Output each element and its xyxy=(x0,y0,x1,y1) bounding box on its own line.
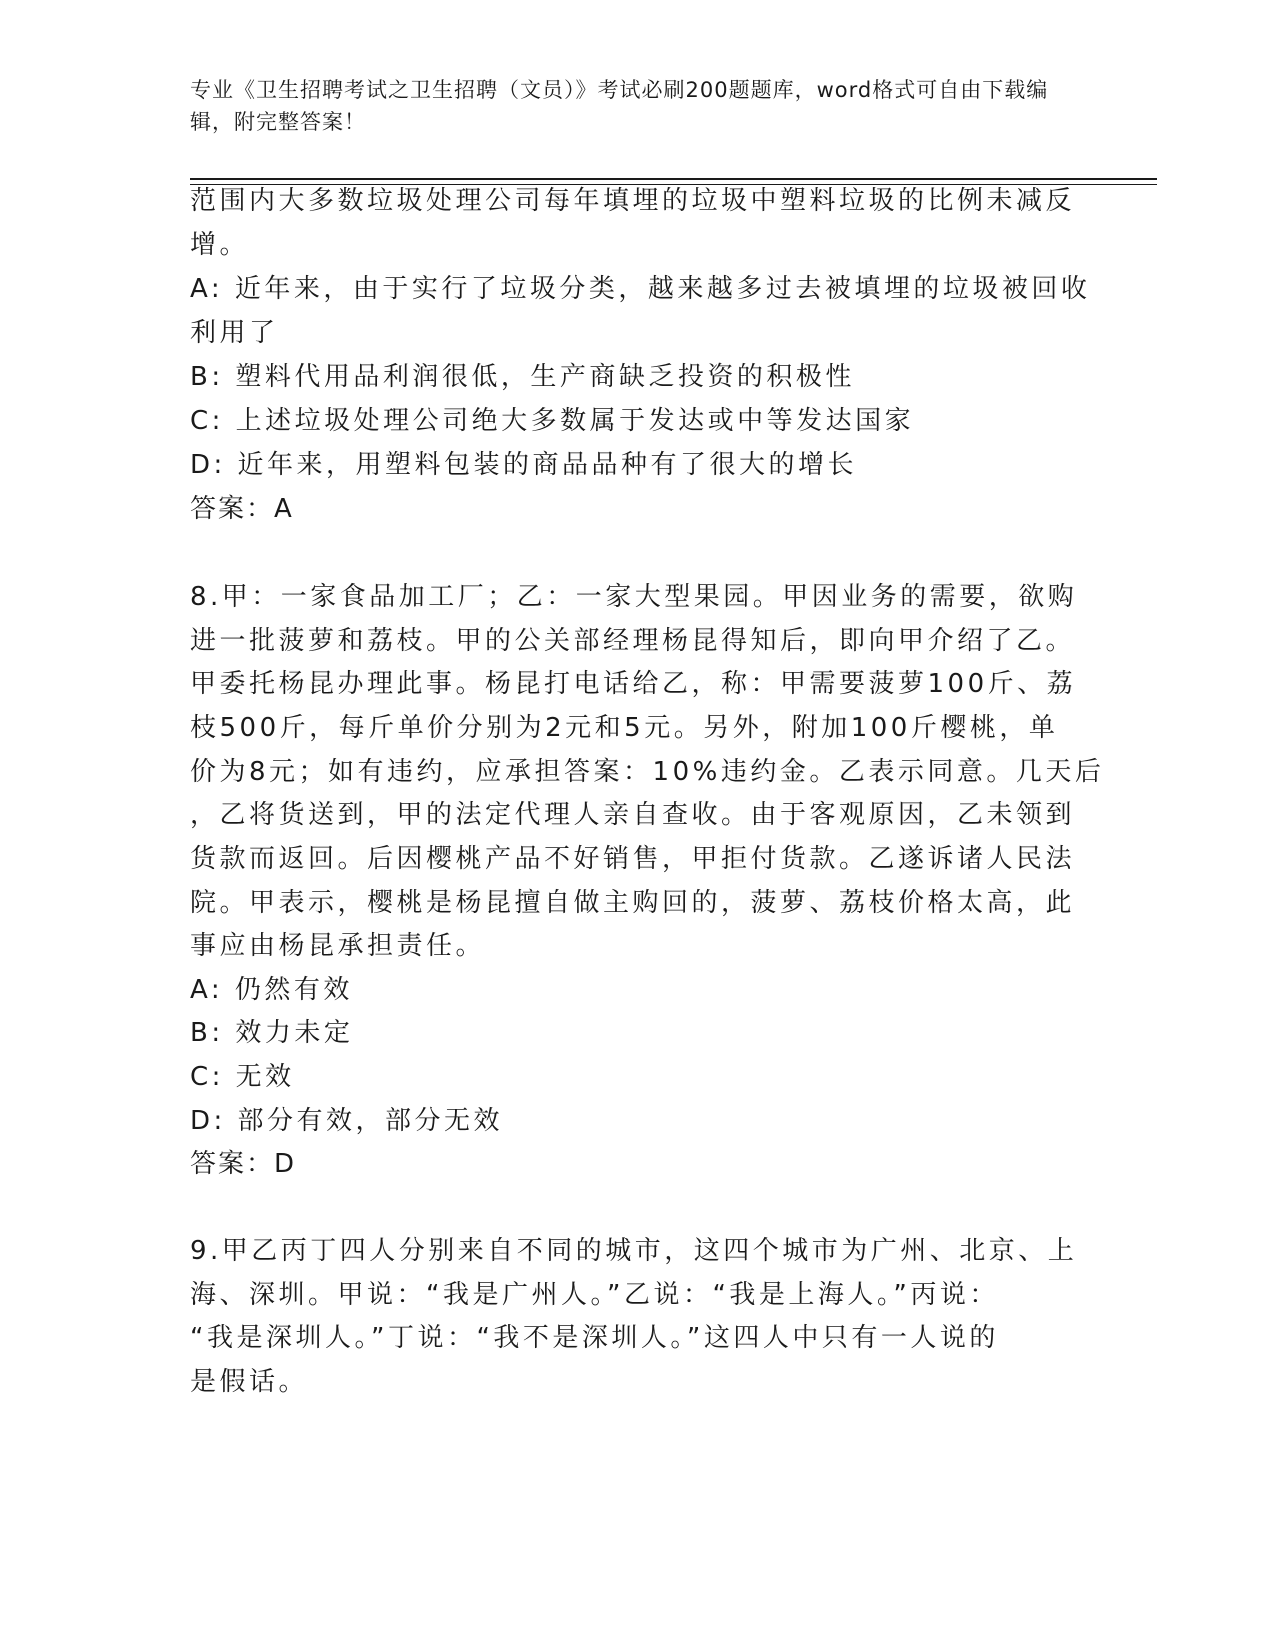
q9-stem-line: 是假话。 xyxy=(190,1367,309,1397)
q9-stem-line: “我是深圳人。”丁说：“我不是深圳人。”这四人中只有一人说的 xyxy=(190,1323,999,1353)
q8-stem-line: 甲委托杨昆办理此事。杨昆打电话给乙，称：甲需要菠萝100斤、荔 xyxy=(190,669,1077,699)
q8-stem-line: 事应由杨昆承担责任。 xyxy=(190,931,486,961)
q8-answer: 答案：D xyxy=(190,1149,297,1179)
q7-option-c: C: 上述垃圾处理公司绝大多数属于发达或中等发达国家 xyxy=(190,406,915,436)
q8-stem-line: 院。甲表示，樱桃是杨昆擅自做主购回的，菠萝、荔枝价格太高，此 xyxy=(190,888,1076,918)
q8-stem-line: 价为8元；如有违约，应承担答案：10%违约金。乙表示同意。几天后 xyxy=(190,757,1105,787)
q7-option-a-cont: 利用了 xyxy=(190,318,279,348)
q8-stem-line: 货款而返回。后因樱桃产品不好销售，甲拒付货款。乙遂诉诸人民法 xyxy=(190,844,1076,874)
q8-option-a: A: 仍然有效 xyxy=(190,975,353,1005)
q9-stem-line: 海、深圳。甲说：“我是广州人。”乙说：“我是上海人。”丙说： xyxy=(190,1280,999,1310)
q7-option-d: D: 近年来，用塑料包装的商品品种有了很大的增长 xyxy=(190,450,858,480)
q9-stem-line: 9.甲乙丙丁四人分别来自不同的城市，这四个城市为广州、北京、上 xyxy=(190,1236,1078,1266)
q8-option-b: B: 效力未定 xyxy=(190,1018,354,1048)
header-divider-thick xyxy=(190,178,1157,180)
q8-stem-line: 枝500斤，每斤单价分别为2元和5元。另外，附加100斤樱桃，单 xyxy=(190,713,1059,743)
q8-option-d: D: 部分有效，部分无效 xyxy=(190,1106,504,1136)
q8-stem-line: 进一批菠萝和荔枝。甲的公关部经理杨昆得知后，即向甲介绍了乙。 xyxy=(190,626,1076,656)
q7-option-a: A: 近年来，由于实行了垃圾分类，越来越多过去被填埋的垃圾被回收 xyxy=(190,274,1091,304)
q7-stem-line: 增。 xyxy=(190,230,250,260)
q8-option-c: C: 无效 xyxy=(190,1062,295,1092)
page-header-title: 专业《卫生招聘考试之卫生招聘（文员）》考试必刷200题题库，word格式可自由下载编辑，附完整答案！ xyxy=(190,78,1049,134)
q8-stem-line: ，乙将货送到，甲的法定代理人亲自查收。由于客观原因，乙未领到 xyxy=(190,800,1076,830)
q7-option-b: B: 塑料代用品利润很低，生产商缺乏投资的积极性 xyxy=(190,362,855,392)
q7-answer: 答案：A xyxy=(190,494,294,524)
q7-stem-line: 范围内大多数垃圾处理公司每年填埋的垃圾中塑料垃圾的比例未减反 xyxy=(190,186,1076,216)
q8-stem-line: 8.甲：一家食品加工厂；乙：一家大型果园。甲因业务的需要，欲购 xyxy=(190,582,1078,612)
